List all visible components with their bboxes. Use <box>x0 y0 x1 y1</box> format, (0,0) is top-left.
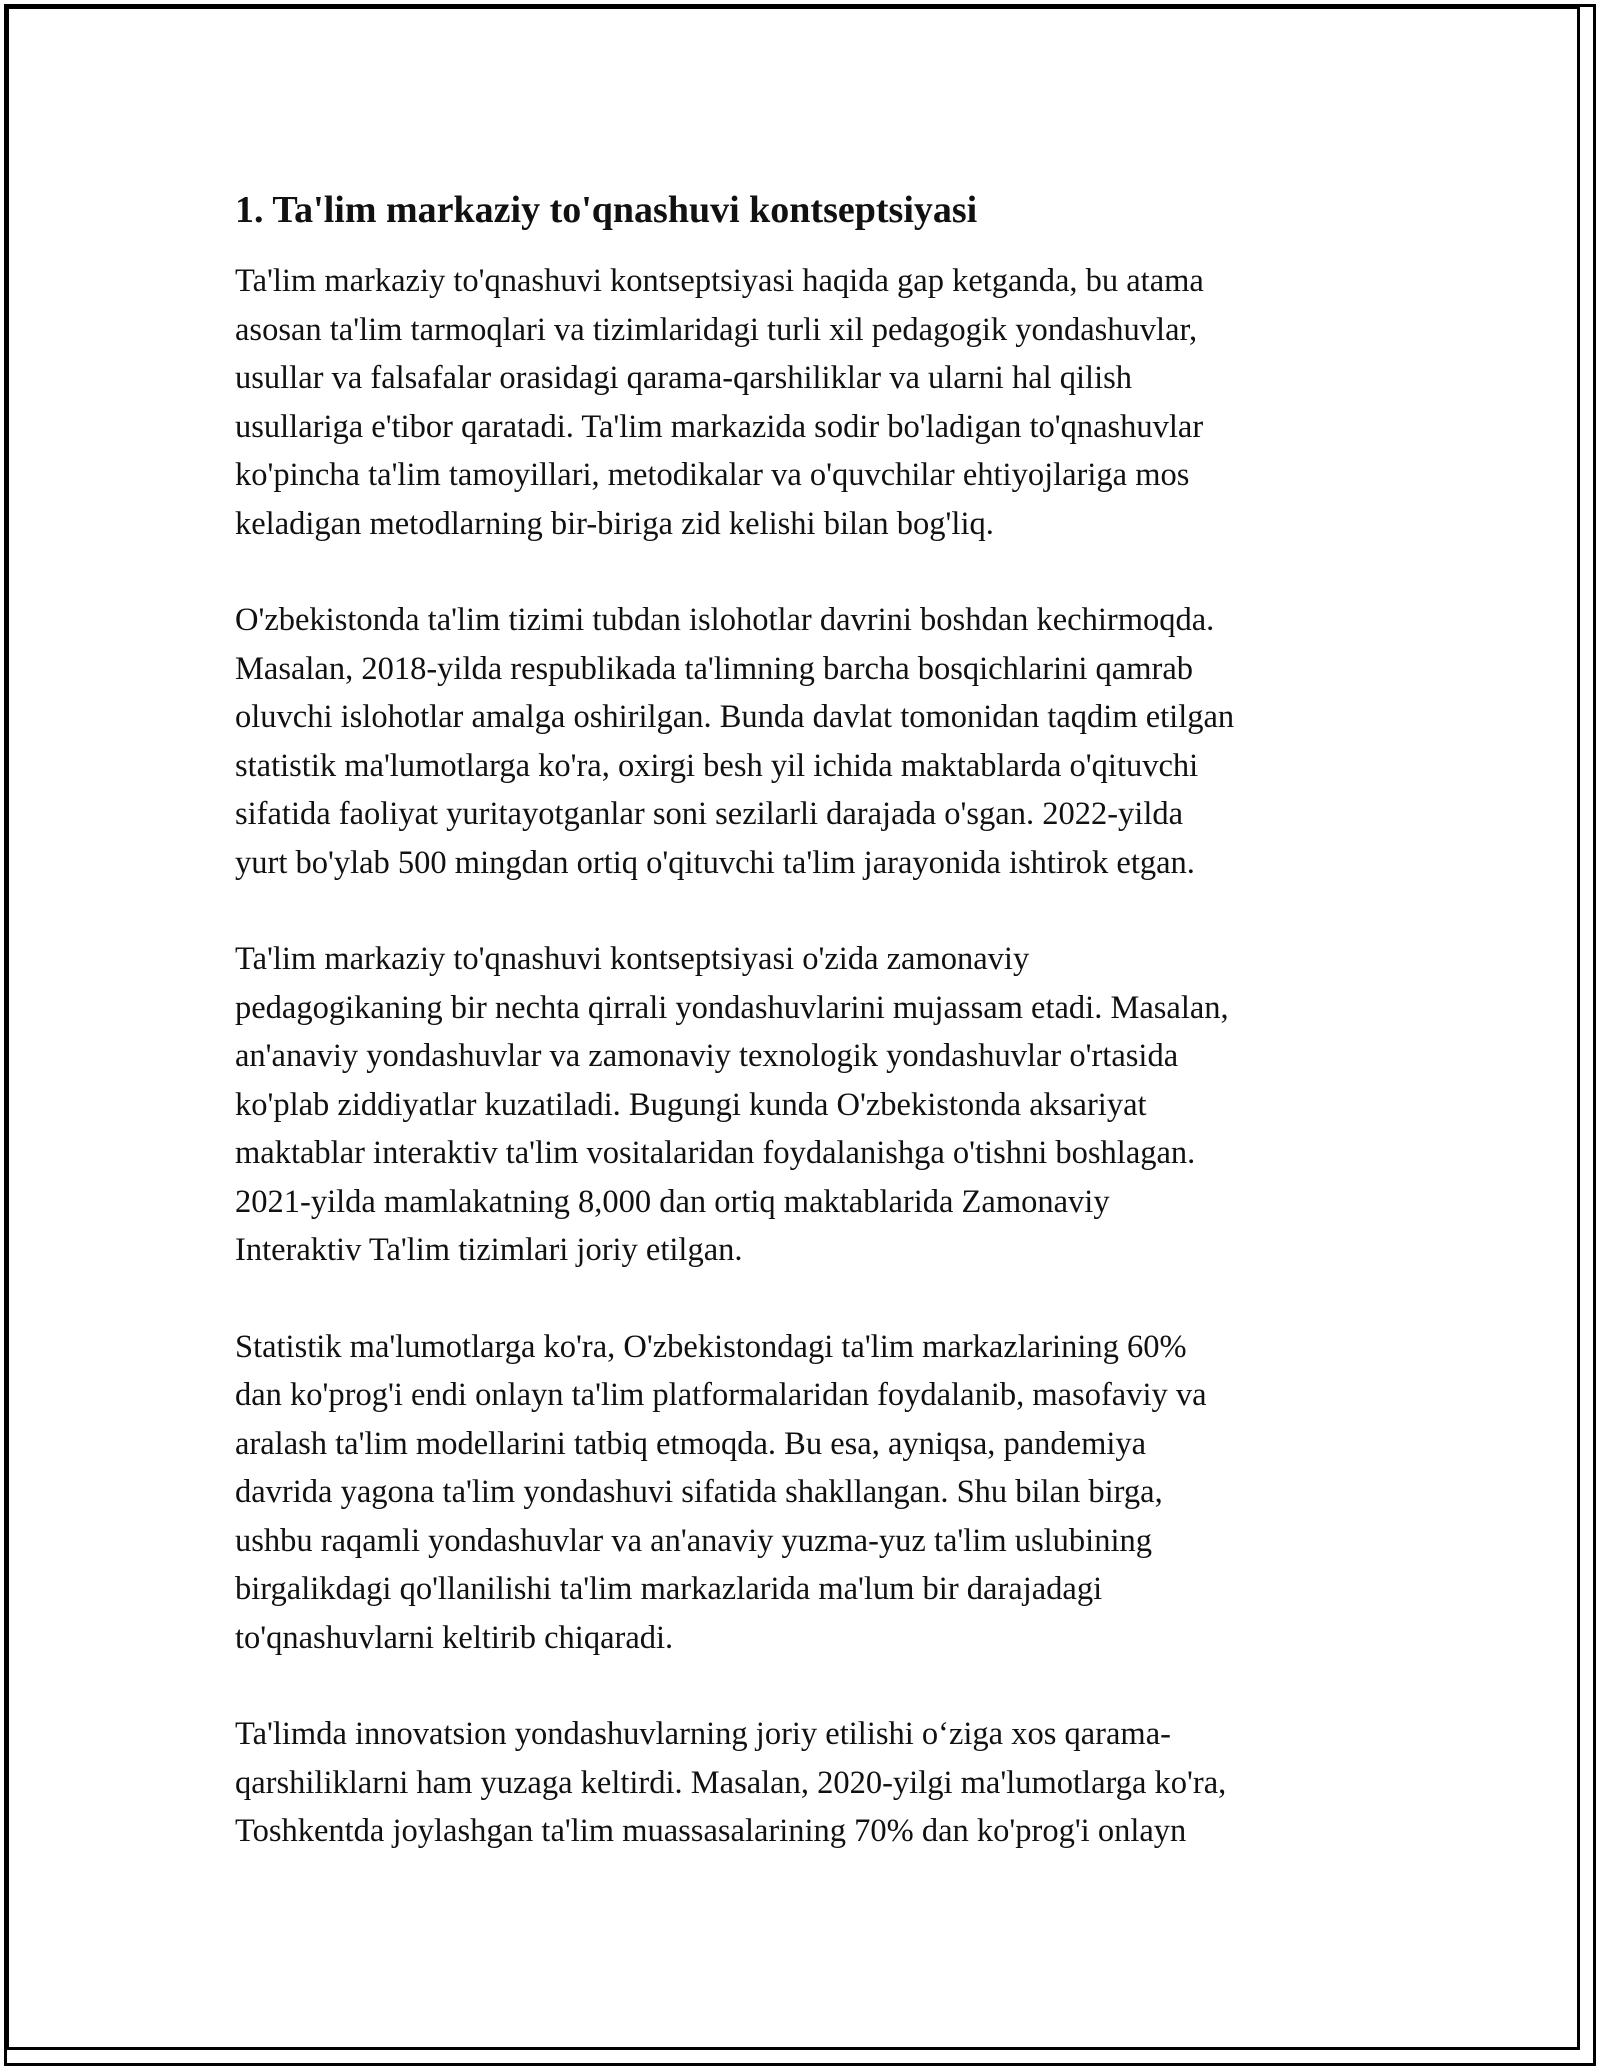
text-line: Interaktiv Ta'lim tizimlari joriy etilgan. <box>235 1232 743 1268</box>
text-line: keladigan metodlarning bir-biriga zid kelishi bilan bog'liq. <box>235 505 994 542</box>
text-line: asosan ta'lim tarmoqlari va tizimlaridagi turli xil pedagogik yondashuvlar, <box>235 311 1198 348</box>
text-line: Statistik ma'lumotlarga ko'ra, O'zbekistondagi ta'lim markazlarining 60% <box>235 1328 1187 1365</box>
text-line: dan ko'prog'i endi onlayn ta'lim platformalaridan foydalanib, masofaviy va <box>235 1377 1207 1413</box>
text-line: an'anaviy yondashuvlar va zamonaviy texnologik yondashuvlar o'rtasida <box>235 1038 1179 1074</box>
text-line: oluvchi islohotlar amalga oshirilgan. Bunda davlat tomonidan taqdim etilgan <box>235 699 1235 735</box>
text-line: sifatida faoliyat yuritayotganlar soni sezilarli darajada o'sgan. 2022-yilda <box>235 796 1184 832</box>
section-heading: 1. Ta'lim markaziy to'qnashuvi kontseptsiyasi <box>235 189 978 231</box>
text-line: usullariga e'tibor qaratadi. Ta'lim markazida sodir bo'ladigan to'qnashuvlar <box>235 408 1204 445</box>
text-line: Ta'lim markaziy to'qnashuvi kontseptsiyasi haqida gap ketganda, bu atama <box>235 263 1204 299</box>
text-line: davrida yagona ta'lim yondashuvi sifatida shakllangan. Shu bilan birga, <box>235 1474 1163 1510</box>
text-line: ko'pincha ta'lim tamoyillari, metodikalar va o'quvchilar ehtiyojlariga mos <box>235 457 1190 493</box>
text-line: Toshkentda joylashgan ta'lim muassasalarining 70% dan ko'prog'i onlayn <box>235 1813 1187 1849</box>
text-line: pedagogikaning bir nechta qirrali yondashuvlarini mujassam etadi. Masalan, <box>235 989 1229 1026</box>
paragraph-2 <box>235 596 1375 887</box>
text-line: statistik ma'lumotlarga ko'ra, oxirgi besh yil ichida maktablarda o'qituvchi <box>235 747 1199 784</box>
paragraph-1 <box>235 257 1375 548</box>
text-line: aralash ta'lim modellarini tatbiq etmoqda. Bu esa, ayniqsa, pandemiya <box>235 1425 1147 1462</box>
paragraph-3 <box>235 935 1375 1275</box>
text-line: to'qnashuvlarni keltirib chiqaradi. <box>235 1619 674 1656</box>
text-line: 2021-yilda mamlakatning 8,000 dan ortiq maktablarida Zamonaviy <box>235 1183 1110 1220</box>
text-line: usullar va falsafalar orasidagi qarama-qarshiliklar va ularni hal qilish <box>235 360 1133 396</box>
text-line: ko'plab ziddiyatlar kuzatiladi. Bugungi kunda O'zbekistonda aksariyat <box>235 1086 1147 1123</box>
text-line: Ta'limda innovatsion yondashuvlarning joriy etilishi o‘ziga xos qarama- <box>235 1716 1171 1752</box>
text-line: maktablar interaktiv ta'lim vositalaridan foydalanishga o'tishni boshlagan. <box>235 1135 1196 1171</box>
text-line: Ta'lim markaziy to'qnashuvi kontseptsiyasi o'zida zamonaviy <box>235 941 1030 977</box>
document-body <box>235 185 1375 1904</box>
text-line: O'zbekistonda ta'lim tizimi tubdan islohotlar davrini boshdan kechirmoqda. <box>235 602 1215 638</box>
text-line: qarshiliklarni ham yuzaga keltirdi. Masalan, 2020-yilgi ma'lumotlarga ko'ra, <box>235 1764 1227 1801</box>
text-line: Masalan, 2018-yilda respublikada ta'limning barcha bosqichlarini qamrab <box>235 650 1194 687</box>
text-line: yurt bo'ylab 500 mingdan ortiq o'qituvchi ta'lim jarayonida ishtirok etgan. <box>235 844 1195 881</box>
paragraph-4 <box>235 1323 1375 1663</box>
text-line: birgalikdagi qo'llanilishi ta'lim markazlarida ma'lum bir darajadagi <box>235 1571 1103 1607</box>
text-line: ushbu raqamli yondashuvlar va an'anaviy yuzma-yuz ta'lim uslubining <box>235 1522 1152 1559</box>
paragraph-5 <box>235 1710 1375 1856</box>
